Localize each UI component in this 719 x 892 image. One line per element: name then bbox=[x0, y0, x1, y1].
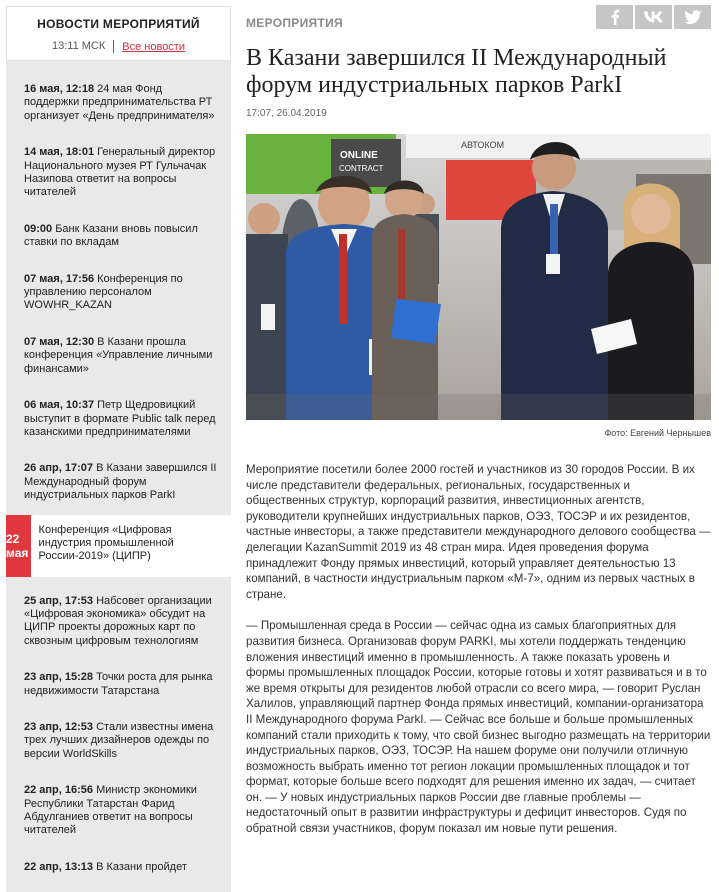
news-item[interactable] bbox=[6, 713, 231, 769]
news-item[interactable] bbox=[6, 265, 231, 321]
news-item[interactable] bbox=[6, 215, 231, 258]
share-twitter-button[interactable] bbox=[674, 5, 711, 29]
news-item-date: 22 апр, 16:56 bbox=[24, 784, 94, 797]
sidebar-title: НОВОСТИ МЕРОПРИЯТИЙ bbox=[37, 17, 200, 31]
news-item-date: 07 мая, 17:56 bbox=[24, 272, 95, 285]
featured-event[interactable] bbox=[6, 515, 231, 577]
event-news-sidebar bbox=[6, 6, 231, 892]
article bbox=[246, 0, 711, 853]
news-item[interactable] bbox=[6, 391, 231, 447]
news-item-date: 26 апр, 17:07 bbox=[24, 462, 94, 475]
article-paragraph: Мероприятие посетили более 2000 гостей и участников из 30 городов России. В их числе представители федеральных, региональных, государственных и общественных структур, корпораций развития, инвестиционных агентств, руководители крупнейших индустриальных парков, ОЭЗ, ТОСЭР и их резидентов, частные инвесторы, а также представители международного делового сообщества — делегации KazanSummit 2019 из 48 стран мира. Идея проведения форума принадлежит Фонду прямых инвестиций, который управляет деятельностью 13 компаний, в частности индустриальным парком «М-7», одним из первых частных в стране. bbox=[246, 463, 711, 601]
sign-online: ONLINE bbox=[340, 150, 378, 161]
sign-contract: CONTRACT bbox=[339, 164, 384, 173]
article-body bbox=[246, 462, 711, 837]
news-item[interactable] bbox=[6, 663, 231, 706]
news-item[interactable] bbox=[6, 328, 231, 384]
news-item-date: 14 мая, 18:01 bbox=[24, 146, 95, 159]
news-item-text: Министр экономики Республики Татарстан Фарид Абдулганиев ответит на вопросы читателей bbox=[24, 784, 197, 837]
article-title: В Казани завершился II Международный форум индустриальных парков ParkI bbox=[246, 45, 667, 98]
news-item-date: 09:00 bbox=[24, 222, 53, 235]
news-item-text: В Казани пройдет bbox=[93, 860, 187, 873]
section-link[interactable]: МЕРОПРИЯТИЯ bbox=[246, 16, 343, 30]
news-item-date: 16 мая, 12:18 bbox=[24, 83, 95, 95]
news-item[interactable] bbox=[6, 776, 231, 846]
article-datetime: 17:07, 26.04.2019 bbox=[246, 108, 327, 119]
news-item[interactable] bbox=[6, 454, 231, 510]
news-item[interactable] bbox=[6, 75, 231, 131]
news-item-text: В Казани завершился II Международный форум индустриальных парков ParkI bbox=[24, 462, 217, 502]
news-item-date: 22 апр, 13:13 bbox=[24, 860, 94, 873]
news-item-date: 23 апр, 15:28 bbox=[24, 671, 94, 684]
facebook-icon bbox=[610, 9, 620, 25]
news-item-date: 06 мая, 10:37 bbox=[24, 399, 95, 412]
news-item-text: Банк Казани вновь повысил ставки по вкладам bbox=[24, 222, 198, 249]
news-item-text: Конференция по управлению персоналом WOWHR_KAZAN bbox=[24, 272, 183, 312]
share-facebook-button[interactable] bbox=[596, 5, 633, 29]
all-news-link[interactable]: Все новости bbox=[122, 40, 185, 53]
news-item-text: Стали известны имена трех лучших дизайнеров одежды по версии WorldSkills bbox=[24, 720, 214, 760]
news-item-text: Точки роста для рынка недвижимости Татарстана bbox=[24, 671, 213, 697]
vk-icon bbox=[644, 11, 664, 23]
sidebar-header bbox=[6, 6, 231, 61]
news-feed bbox=[6, 61, 231, 892]
event-photo-illustration bbox=[246, 134, 711, 420]
news-item[interactable] bbox=[6, 587, 231, 657]
article-paragraph: — Промышленная среда в России — сейчас одна из самых благоприятных для развития бизнеса. Организовав форум PARKI, мы хотели поддержать тенденцию вложения инвестиций именно в промышленность. А также показать уровень и формы промышленных площадок России, которые готовы и хотят развиваться и в то же время открыты для резидентов любой отрасли со всего мира, — говорит Руслан Халилов, управляющий партнер Фонда прямых инвестиций, компании-организатора II Международного форума ParkI. — Сейчас все больше и больше промышленных компаний стали приходить к тому, что свой бизнес выгодно размещать на территории индустриальных парков, ОЭЗ, ТОСЭР. На нашем форуме они получили отличную возможность выбрать именно тот регион локации промышленных площадок и тот формат, которые больше всего подходят для решения именно их задач, — считает он. — У новых индустриальных парков России две главные проблемы — недостаточный опыт в развитии инфраструктуры и дефицит инвесторов. Судя по обратной связи участников, форум показал им новые пути решения. bbox=[246, 619, 711, 836]
news-item[interactable] bbox=[6, 853, 231, 882]
news-item-text: Генеральный директор Национального музея РТ Гульчачак Назипова ответит на вопросы читателей bbox=[24, 146, 216, 199]
news-item-date: 25 апр, 17:53 bbox=[24, 594, 94, 607]
news-item[interactable] bbox=[6, 138, 231, 208]
news-item-text: Петр Щедровицкий выступит в формате Public talk перед казанскими предпринимателями bbox=[24, 399, 216, 438]
article-topbar bbox=[246, 0, 711, 40]
news-item-date: 23 апр, 12:53 bbox=[24, 720, 94, 733]
sign-avtokom: АВТОКОМ bbox=[461, 140, 505, 150]
featured-event-date: 22 мая bbox=[6, 515, 31, 577]
share-buttons bbox=[596, 5, 711, 29]
news-item-text: 24 мая Фонд поддержки предпринимательства РТ организует «День предпринимателя» bbox=[24, 83, 215, 122]
photo-credit: Фото: Евгений Чернышев bbox=[604, 428, 711, 438]
featured-event-text: Конференция «Цифровая индустрия промышленной России-2019» (ЦИПР) bbox=[38, 523, 174, 563]
news-item-date: 07 мая, 12:30 bbox=[24, 335, 95, 348]
current-time: 13:11 МСК bbox=[52, 40, 114, 53]
news-item-text: Набсовет организации «Цифровая экономика» обсудит на ЦИПР проекты дорожных карт по сквозным цифровым технологиям bbox=[24, 594, 212, 647]
article-photo bbox=[246, 134, 711, 420]
sidebar-meta bbox=[7, 40, 230, 53]
news-item-text: В Казани прошла конференция «Управление личными финансами» bbox=[24, 335, 213, 375]
share-vk-button[interactable] bbox=[635, 5, 672, 29]
twitter-icon bbox=[684, 10, 702, 24]
